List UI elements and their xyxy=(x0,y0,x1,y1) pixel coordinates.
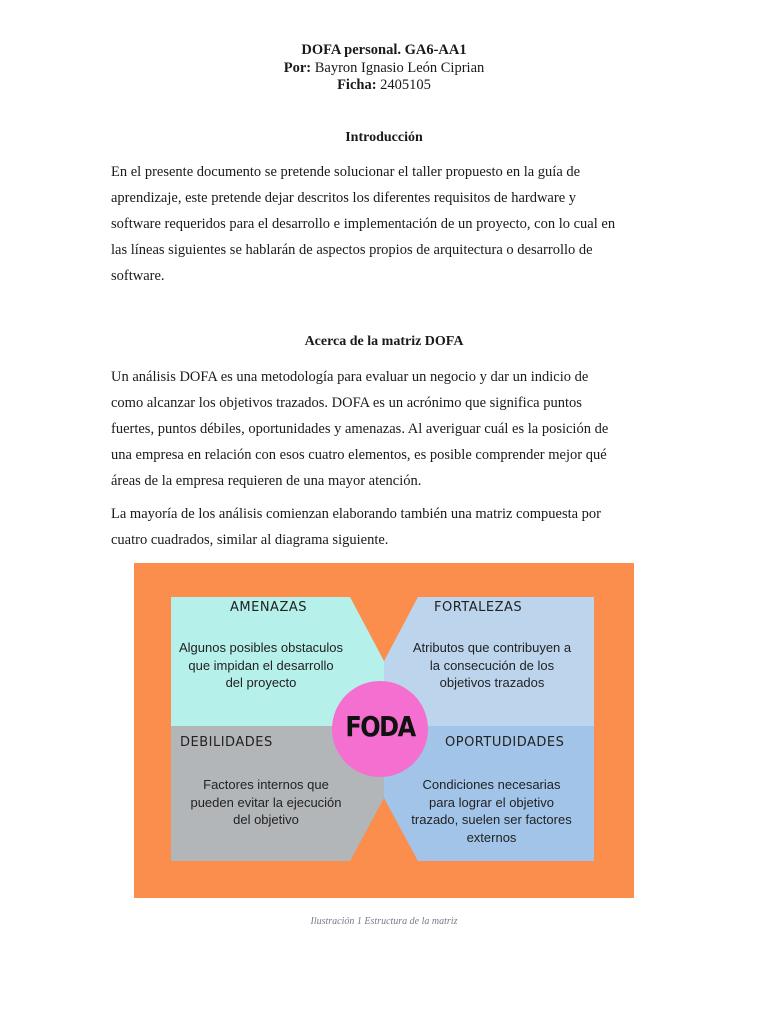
about-heading: Acerca de la matriz DOFA xyxy=(304,334,464,349)
intro-paragraph: En el presente documento se pretende solucionar el taller propuesto en la guía de aprendizaje, este pretende dejar descritos los diferentes requisitos de hardware y software requeridos para el desarrollo e implementación de un proyecto, con lo cual en las líneas siguientes se hablarán de aspectos propios de arquitectura o desarrollo de software. xyxy=(111,164,616,284)
author-line: Por: Bayron Ignasio León Ciprian xyxy=(283,59,485,76)
oportunidades-text: Condiciones necesarias para lograr el objetivo trazado, suelen ser factores externos xyxy=(411,777,572,845)
ficha-line: Ficha: 2405105 xyxy=(337,77,431,93)
debilidades-text: Factores internos que pueden evitar la ejecución del objetivo xyxy=(190,777,342,827)
oportunidades-title: OPORTUDIDADES xyxy=(445,735,565,750)
about-paragraph-2: La mayoría de los análisis comienzan elaborando también una matriz compuesta por cuatro cuadrados, similar al diagrama siguiente. xyxy=(111,506,602,548)
foda-diagram xyxy=(134,563,634,898)
amenazas-title: AMENAZAS xyxy=(230,600,307,615)
fortalezas-text: Atributos que contribuyen a la consecución de los objetivos trazados xyxy=(412,640,572,690)
amenazas-text: Algunos posibles obstaculos que impidan el desarrollo del proyecto xyxy=(178,640,344,690)
fortalezas-title: FORTALEZAS xyxy=(434,600,523,615)
about-paragraph-1: Un análisis DOFA es una metodología para evaluar un negocio y dar un indicio de como alcanzar los objetivos trazados. DOFA es un acrónimo que significa puntos fuertes, puntos débiles, oportunidades y amenazas. Al averiguar cuál es la posición de una empresa en relación con esos cuatro elementos, es posible comprender mejor qué áreas de la empresa requieren de una mayor atención. xyxy=(111,369,609,489)
foda-center-label: FODA xyxy=(345,710,415,743)
debilidades-title: DEBILIDADES xyxy=(180,735,273,750)
figure-caption: Ilustración 1 Estructura de la matriz xyxy=(310,916,458,927)
document-header xyxy=(0,42,768,95)
document-title: DOFA personal. GA6-AA1 xyxy=(301,42,467,58)
intro-heading: Introducción xyxy=(345,130,423,145)
